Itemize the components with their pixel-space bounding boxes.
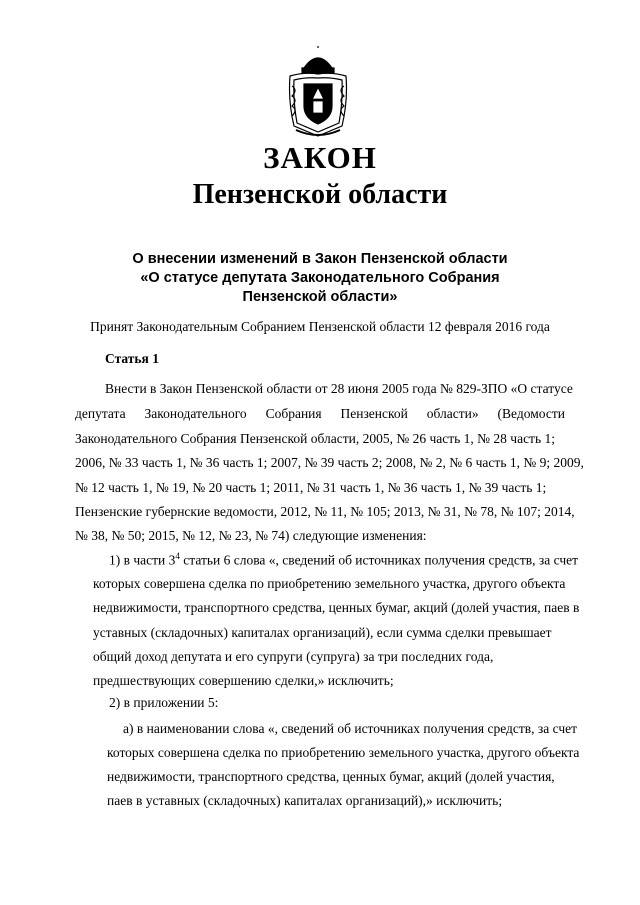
intro-line: Пензенские губернские ведомости, 2012, № 11, № 105; 2013, № 31, № 78, № 107; 2014, [75, 504, 575, 519]
item-2a-line: а) в наименовании слова «, сведений об источниках получения средств, за счет [123, 721, 578, 736]
item-1-line: недвижимости, транспортного средства, ценных бумаг, акций (долей участия, паев в [93, 600, 580, 615]
word: области» [426, 406, 479, 421]
article-heading: Статья 1 [105, 351, 159, 366]
intro-line-justified [75, 405, 565, 423]
item-1-prefix: 1) в части 3 [109, 552, 176, 568]
item-1-line: предшествующих совершению сделки,» исключить; [93, 673, 394, 688]
intro-line: 2006, № 33 часть 1, № 36 часть 1; 2007, № 39 часть 2; 2008, № 2, № 6 часть 1, № 9; 2009, [75, 455, 584, 470]
subtitle-line: «О статусе депутата Законодательного Собрания [140, 270, 500, 286]
word: Собрания [265, 406, 322, 421]
law-subtitle [60, 250, 580, 307]
word: Пензенской [340, 406, 408, 421]
law-title: ЗАКОН [263, 140, 377, 175]
item-1-superscript: 4 [175, 551, 180, 561]
item-2a-line: которых совершена сделка по приобретению земельного участка, другого объекта [107, 745, 580, 760]
item-1-first-line [109, 547, 578, 570]
subtitle-line: О внесении изменений в Закон Пензенской области [132, 251, 508, 267]
intro-line: Законодательного Собрания Пензенской области, 2005, № 26 часть 1, № 28 часть 1; [75, 431, 555, 446]
intro-line: Внести в Закон Пензенской области от 28 июня 2005 года № 829-ЗПО «О статусе [105, 381, 573, 396]
law-region: Пензенской области [192, 179, 448, 210]
item-2a-line: недвижимости, транспортного средства, ценных бумаг, акций (долей участия, [107, 769, 555, 784]
adoption-note: Принят Законодательным Собранием Пензенской области 12 февраля 2016 года [90, 319, 550, 334]
subtitle-line: Пензенской области» [242, 289, 398, 305]
word: депутата [75, 406, 126, 421]
item-1-suffix: статьи 6 слова «, сведений об источниках получения средств, за счет [179, 552, 578, 568]
item-1-line: уставных (складочных) капиталах организаций), если сумма сделки превышает [93, 625, 552, 640]
word: (Ведомости [497, 406, 565, 421]
item-1-line: общий доход депутата и его супруги (супруга) за три последних года, [93, 649, 494, 664]
intro-line: № 38, № 50; 2015, № 12, № 23, № 74) следующие изменения: [75, 528, 427, 543]
intro-line: № 12 часть 1, № 19, № 20 часть 1; 2011, № 31 часть 1, № 36 часть 1, № 39 часть 1; [75, 480, 547, 495]
item-2a-line: паев в уставных (складочных) капиталах организаций),» исключить; [107, 793, 503, 808]
item-1-line: которых совершена сделка по приобретению земельного участка, другого объекта [93, 576, 566, 591]
item-2-heading: 2) в приложении 5: [109, 695, 219, 710]
word: Законодательного [144, 406, 247, 421]
coat-of-arms-icon [284, 46, 352, 138]
